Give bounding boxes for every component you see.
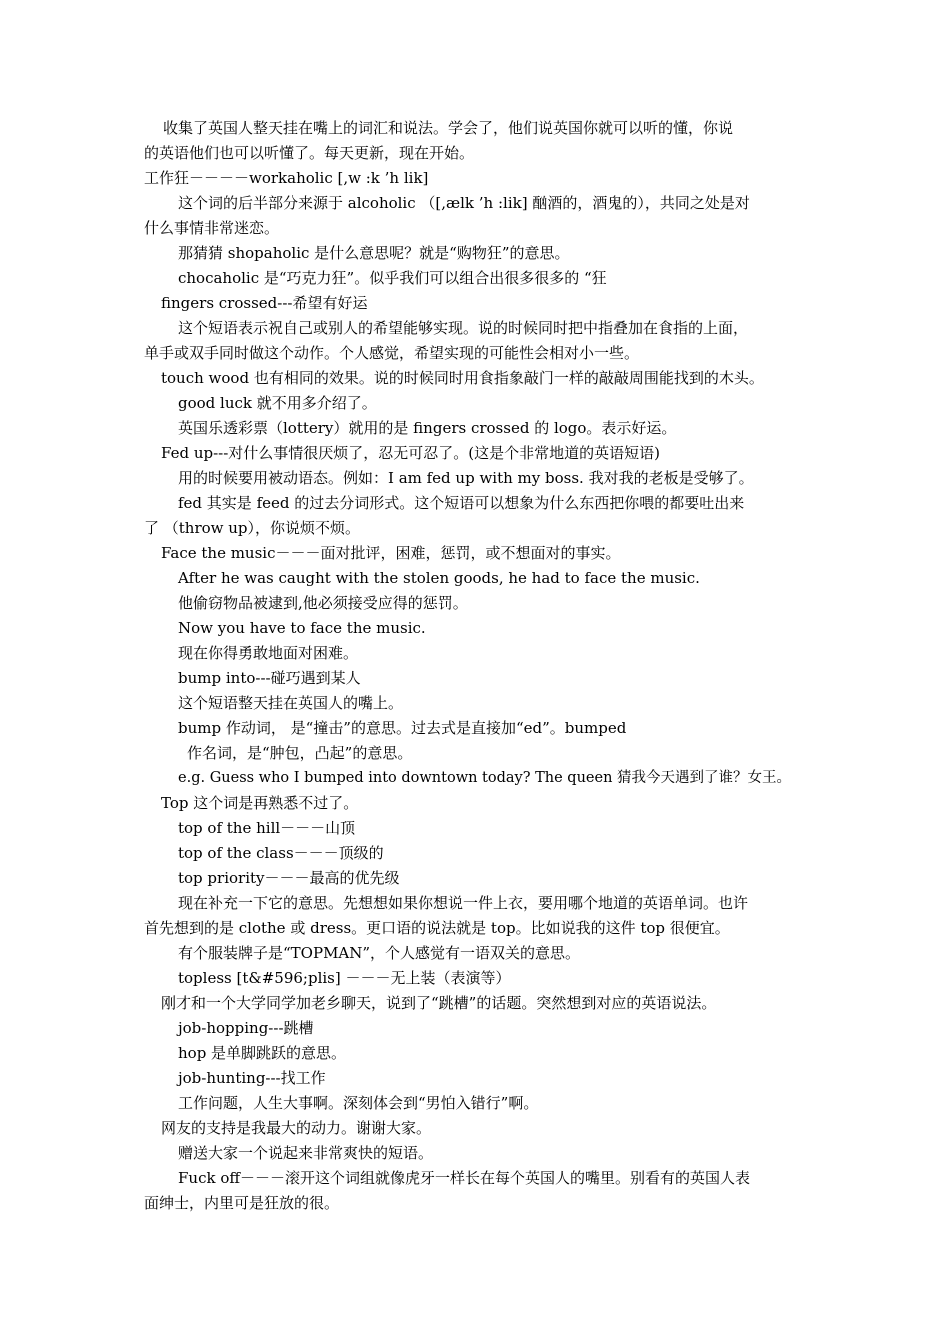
text-line: Face the music－－－面对批评，困难，惩罚，或不想面对的事实。 xyxy=(161,544,621,562)
text-line: 那猜猜 shopaholic 是什么意思呢？就是“购物狂”的意思。 xyxy=(178,244,570,262)
text-line: hop 是单脚跳跃的意思。 xyxy=(178,1044,347,1062)
text-line: job-hunting---找工作 xyxy=(178,1069,326,1087)
text-line: job-hopping---跳槽 xyxy=(178,1019,314,1037)
text-line: touch wood 也有相同的效果。说的时候同时用食指象敲门一样的敲敲周围能找到的木头。 xyxy=(161,369,764,387)
text-line: Top 这个词是再熟悉不过了。 xyxy=(161,794,359,812)
text-line: fed 其实是 feed 的过去分词形式。这个短语可以想象为什么东西把你喂的都要吐出来 xyxy=(178,494,745,512)
text-line: Fuck off－－－滚开这个词组就像虎牙一样长在每个英国人的嘴里。别看有的英国人表 xyxy=(178,1169,751,1187)
text-line: 工作问题，人生大事啊。深刻体会到“男怕入错行”啊。 xyxy=(178,1094,539,1112)
text-line: 这个短语表示祝自己或别人的希望能够实现。说的时候同时把中指叠加在食指的上面， xyxy=(178,319,749,337)
text-line: top priority－－－最高的优先级 xyxy=(178,869,400,887)
text-line: 面绅士，内里可是狂放的很。 xyxy=(144,1194,340,1212)
text-line: 首先想到的是 clothe 或 dress。更口语的说法就是 top。比如说我的这件 top 很便宜。 xyxy=(144,919,730,937)
text-line: 现在你得勇敢地面对困难。 xyxy=(178,644,359,662)
text-line: 有个服装牌子是“TOPMAN”，个人感觉有一语双关的意思。 xyxy=(178,944,581,962)
text-line: 什么事情非常迷恋。 xyxy=(144,219,280,237)
text-line: 用的时候要用被动语态。例如：I am fed up with my boss. 我对我的老板是受够了。 xyxy=(178,469,754,487)
text-line: 作名词，是“肿包，凸起”的意思。 xyxy=(187,744,413,762)
text-line: Fed up---对什么事情很厌烦了，忍无可忍了。(这是个非常地道的英语短语) xyxy=(161,444,661,462)
text-line: bump 作动词， 是“撞击”的意思。过去式是直接加“ed”。bumped xyxy=(178,719,627,737)
text-line: top of the hill－－－山顶 xyxy=(178,819,356,837)
text-line: 他偷窃物品被逮到,他必须接受应得的惩罚。 xyxy=(178,594,468,612)
text-line: fingers crossed---希望有好运 xyxy=(161,294,368,312)
text-line: Now you have to face the music. xyxy=(178,619,426,637)
text-line: 这个词的后半部分来源于 alcoholic （[,ælk ’h :lik] 酗酒的，酒鬼的），共同之处是对 xyxy=(178,194,750,212)
text-line: 的英语他们也可以听懂了。每天更新，现在开始。 xyxy=(144,144,475,162)
text-line: 工作狂－－－－workaholic [,w :k ’h lik] xyxy=(144,169,429,187)
text-line: bump into---碰巧遇到某人 xyxy=(178,669,361,687)
text-line: chocaholic 是“巧克力狂”。似乎我们可以组合出很多很多的 “狂 xyxy=(178,269,607,287)
text-line: e.g. Guess who I bumped into downtown today? The queen 猜我今天遇到了谁？女王。 xyxy=(178,770,792,786)
text-line: good luck 就不用多介绍了。 xyxy=(178,394,377,412)
text-line: 收集了英国人整天挂在嘴上的词汇和说法。学会了，他们说英国你就可以听的懂，你说 xyxy=(163,119,734,137)
text-line: After he was caught with the stolen goods, he had to face the music. xyxy=(178,569,700,587)
text-line: 网友的支持是我最大的动力。谢谢大家。 xyxy=(161,1119,432,1137)
text-line: 这个短语整天挂在英国人的嘴上。 xyxy=(178,694,404,712)
text-line: top of the class－－－顶级的 xyxy=(178,844,384,862)
text-line: 英国乐透彩票（lottery）就用的是 fingers crossed 的 logo。表示好运。 xyxy=(178,419,677,437)
text-line: 单手或双手同时做这个动作。个人感觉，希望实现的可能性会相对小一些。 xyxy=(144,344,640,362)
text-line: 赠送大家一个说起来非常爽快的短语。 xyxy=(178,1144,434,1162)
text-line: 了 （throw up），你说烦不烦。 xyxy=(144,519,361,537)
text-line: 现在补充一下它的意思。先想想如果你想说一件上衣，要用哪个地道的英语单词。也许 xyxy=(178,894,749,912)
text-line: 刚才和一个大学同学加老乡聊天，说到了“跳槽”的话题。突然想到对应的英语说法。 xyxy=(161,994,717,1012)
text-line: topless [t&#596;plis] －－－无上装（表演等） xyxy=(178,969,511,987)
